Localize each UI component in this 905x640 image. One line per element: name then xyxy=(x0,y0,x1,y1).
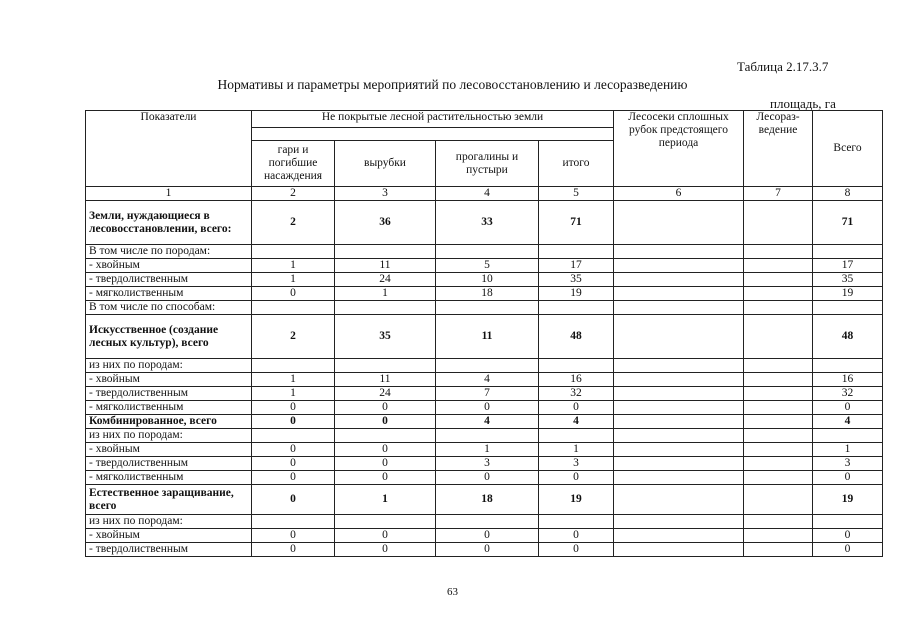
cell-c8 xyxy=(813,429,883,443)
row-label: - хвойным xyxy=(86,529,252,543)
row-label: В том числе по породам: xyxy=(86,245,252,259)
unit-label: площадь, га xyxy=(770,96,836,111)
table-row xyxy=(86,315,883,359)
cell-c7 xyxy=(744,245,813,259)
cell-c2 xyxy=(252,359,335,373)
cell-c5: 3 xyxy=(539,457,614,471)
header-glades: прогалины и пустыри xyxy=(436,141,539,187)
cell-c2 xyxy=(252,245,335,259)
cell-c7 xyxy=(744,315,813,359)
row-label: - твердолиственным xyxy=(86,543,252,557)
cell-c5 xyxy=(539,245,614,259)
table-row xyxy=(86,443,883,457)
cell-c6 xyxy=(614,443,744,457)
cell-c7 xyxy=(744,201,813,245)
cell-c5: 35 xyxy=(539,273,614,287)
row-label: - мягколиственным xyxy=(86,287,252,301)
cell-c7 xyxy=(744,443,813,457)
column-number-row xyxy=(86,187,883,201)
cell-c2: 1 xyxy=(252,273,335,287)
cell-c6 xyxy=(614,359,744,373)
cell-c3: 24 xyxy=(335,387,436,401)
cell-c8: 4 xyxy=(813,415,883,429)
cell-c7 xyxy=(744,457,813,471)
cell-c4: 4 xyxy=(436,415,539,429)
cell-c2: 1 xyxy=(252,373,335,387)
cell-c4 xyxy=(436,359,539,373)
table-row xyxy=(86,359,883,373)
cell-c3: 1 xyxy=(335,485,436,515)
table-row xyxy=(86,201,883,245)
cell-c8: 17 xyxy=(813,259,883,273)
cell-c4: 0 xyxy=(436,543,539,557)
cell-c5 xyxy=(539,515,614,529)
cell-c4: 18 xyxy=(436,485,539,515)
cell-c6 xyxy=(614,259,744,273)
column-number: 5 xyxy=(539,187,614,201)
cell-c4: 5 xyxy=(436,259,539,273)
table-row xyxy=(86,485,883,515)
row-label: Искусственное (создание лесных культур), всего xyxy=(86,315,252,359)
cell-c4: 7 xyxy=(436,387,539,401)
cell-c4 xyxy=(436,515,539,529)
cell-c3 xyxy=(335,245,436,259)
cell-c5: 19 xyxy=(539,287,614,301)
cell-c8 xyxy=(813,245,883,259)
cell-c5: 48 xyxy=(539,315,614,359)
cell-c8: 0 xyxy=(813,543,883,557)
table-row xyxy=(86,471,883,485)
cell-c6 xyxy=(614,373,744,387)
cell-c2: 2 xyxy=(252,315,335,359)
header-total: Всего xyxy=(813,111,883,187)
cell-c4 xyxy=(436,245,539,259)
header-burns: гари и погибшие насаждения xyxy=(252,141,335,187)
table-row xyxy=(86,373,883,387)
cell-c4: 4 xyxy=(436,373,539,387)
header-clearcuts: Лесосеки сплошных рубок предстоящего периода xyxy=(614,111,744,187)
cell-c3: 24 xyxy=(335,273,436,287)
cell-c5: 0 xyxy=(539,529,614,543)
cell-c6 xyxy=(614,287,744,301)
row-label: - мягколиственным xyxy=(86,401,252,415)
table-row xyxy=(86,287,883,301)
table-number: Таблица 2.17.3.7 xyxy=(737,59,829,74)
cell-c6 xyxy=(614,301,744,315)
cell-c2: 1 xyxy=(252,259,335,273)
page-number: 63 xyxy=(447,586,458,598)
cell-c3: 0 xyxy=(335,543,436,557)
cell-c7 xyxy=(744,485,813,515)
row-label: Естественное заращивание, всего xyxy=(86,485,252,515)
cell-c6 xyxy=(614,401,744,415)
cell-c5: 17 xyxy=(539,259,614,273)
cell-c5: 0 xyxy=(539,471,614,485)
cell-c7 xyxy=(744,529,813,543)
row-label: - хвойным xyxy=(86,443,252,457)
table-row xyxy=(86,457,883,471)
cell-c2: 0 xyxy=(252,401,335,415)
cell-c8: 1 xyxy=(813,443,883,457)
cell-c4 xyxy=(436,429,539,443)
cell-c8: 3 xyxy=(813,457,883,471)
cell-c4: 1 xyxy=(436,443,539,457)
cell-c4: 33 xyxy=(436,201,539,245)
cell-c6 xyxy=(614,429,744,443)
forest-restoration-table xyxy=(85,110,883,557)
cell-c2: 0 xyxy=(252,457,335,471)
row-label: - твердолиственным xyxy=(86,457,252,471)
column-number: 1 xyxy=(86,187,252,201)
cell-c5 xyxy=(539,429,614,443)
table-row xyxy=(86,543,883,557)
cell-c8: 48 xyxy=(813,315,883,359)
cell-c2 xyxy=(252,301,335,315)
cell-c8: 19 xyxy=(813,485,883,515)
header-afforestation: Лесораз-ведение xyxy=(744,111,813,187)
cell-c8: 0 xyxy=(813,529,883,543)
table-row xyxy=(86,387,883,401)
cell-c6 xyxy=(614,273,744,287)
cell-c4: 3 xyxy=(436,457,539,471)
cell-c8: 71 xyxy=(813,201,883,245)
row-label: из них по породам: xyxy=(86,359,252,373)
cell-c2: 0 xyxy=(252,443,335,457)
cell-c3: 0 xyxy=(335,401,436,415)
cell-c3: 1 xyxy=(335,287,436,301)
cell-c5: 0 xyxy=(539,543,614,557)
cell-c4: 0 xyxy=(436,529,539,543)
cell-c2: 0 xyxy=(252,471,335,485)
cell-c3: 0 xyxy=(335,415,436,429)
cell-c8: 0 xyxy=(813,471,883,485)
cell-c5: 1 xyxy=(539,443,614,457)
cell-c6 xyxy=(614,543,744,557)
cell-c7 xyxy=(744,287,813,301)
cell-c2: 0 xyxy=(252,543,335,557)
table-row xyxy=(86,259,883,273)
cell-c5 xyxy=(539,301,614,315)
cell-c2: 0 xyxy=(252,287,335,301)
cell-c6 xyxy=(614,415,744,429)
cell-c4: 0 xyxy=(436,401,539,415)
cell-c4: 0 xyxy=(436,471,539,485)
cell-c4: 10 xyxy=(436,273,539,287)
cell-c2 xyxy=(252,515,335,529)
cell-c3 xyxy=(335,515,436,529)
row-label: Комбинированное, всего xyxy=(86,415,252,429)
header-cuttings: вырубки xyxy=(335,141,436,187)
cell-c3: 11 xyxy=(335,259,436,273)
cell-c6 xyxy=(614,387,744,401)
cell-c6 xyxy=(614,485,744,515)
cell-c2: 0 xyxy=(252,415,335,429)
table-body xyxy=(86,201,883,557)
cell-c2 xyxy=(252,429,335,443)
row-label: Земли, нуждающиеся в лесовосстановлении, всего: xyxy=(86,201,252,245)
cell-c6 xyxy=(614,315,744,359)
cell-c6 xyxy=(614,529,744,543)
cell-c8: 19 xyxy=(813,287,883,301)
cell-c3: 11 xyxy=(335,373,436,387)
cell-c8 xyxy=(813,301,883,315)
cell-c7 xyxy=(744,401,813,415)
cell-c7 xyxy=(744,301,813,315)
cell-c7 xyxy=(744,259,813,273)
header-indicators: Показатели xyxy=(86,111,252,187)
cell-c7 xyxy=(744,471,813,485)
table-title: Нормативы и параметры мероприятий по лесовосстановлению и лесоразведению xyxy=(217,77,688,92)
cell-c2: 1 xyxy=(252,387,335,401)
cell-c5: 32 xyxy=(539,387,614,401)
cell-c3: 0 xyxy=(335,471,436,485)
cell-c3: 0 xyxy=(335,443,436,457)
row-label: В том числе по способам: xyxy=(86,301,252,315)
column-number: 8 xyxy=(813,187,883,201)
cell-c8: 0 xyxy=(813,401,883,415)
cell-c7 xyxy=(744,515,813,529)
column-number: 3 xyxy=(335,187,436,201)
table-row xyxy=(86,273,883,287)
row-label: - твердолиственным xyxy=(86,273,252,287)
cell-c5 xyxy=(539,359,614,373)
cell-c7 xyxy=(744,373,813,387)
cell-c3: 35 xyxy=(335,315,436,359)
table-row xyxy=(86,301,883,315)
row-label: - твердолиственным xyxy=(86,387,252,401)
cell-c5: 0 xyxy=(539,401,614,415)
table-row xyxy=(86,415,883,429)
table-row xyxy=(86,429,883,443)
cell-c6 xyxy=(614,471,744,485)
cell-c7 xyxy=(744,273,813,287)
cell-c2: 0 xyxy=(252,529,335,543)
cell-c3 xyxy=(335,429,436,443)
cell-c4 xyxy=(436,301,539,315)
cell-c8 xyxy=(813,515,883,529)
cell-c7 xyxy=(744,387,813,401)
cell-c4: 11 xyxy=(436,315,539,359)
cell-c3: 0 xyxy=(335,529,436,543)
cell-c3 xyxy=(335,301,436,315)
table-row xyxy=(86,529,883,543)
cell-c6 xyxy=(614,457,744,471)
table-row xyxy=(86,245,883,259)
cell-c8: 16 xyxy=(813,373,883,387)
row-label: - хвойным xyxy=(86,259,252,273)
column-number: 6 xyxy=(614,187,744,201)
cell-c2: 0 xyxy=(252,485,335,515)
row-label: - хвойным xyxy=(86,373,252,387)
cell-c8 xyxy=(813,359,883,373)
cell-c5: 4 xyxy=(539,415,614,429)
cell-c2: 2 xyxy=(252,201,335,245)
header-subtotal: итого xyxy=(539,141,614,187)
header-not-covered: Не покрытые лесной растительностью земли xyxy=(252,111,614,128)
cell-c8: 32 xyxy=(813,387,883,401)
cell-c4: 18 xyxy=(436,287,539,301)
cell-c8: 35 xyxy=(813,273,883,287)
header-spacer xyxy=(252,128,614,141)
cell-c3 xyxy=(335,359,436,373)
table-row xyxy=(86,515,883,529)
table-row xyxy=(86,401,883,415)
cell-c5: 16 xyxy=(539,373,614,387)
cell-c7 xyxy=(744,543,813,557)
cell-c5: 19 xyxy=(539,485,614,515)
cell-c6 xyxy=(614,201,744,245)
column-number: 4 xyxy=(436,187,539,201)
row-label: из них по породам: xyxy=(86,429,252,443)
row-label: - мягколиственным xyxy=(86,471,252,485)
cell-c6 xyxy=(614,245,744,259)
cell-c7 xyxy=(744,359,813,373)
cell-c3: 36 xyxy=(335,201,436,245)
cell-c6 xyxy=(614,515,744,529)
column-number: 2 xyxy=(252,187,335,201)
cell-c7 xyxy=(744,415,813,429)
row-label: из них по породам: xyxy=(86,515,252,529)
cell-c3: 0 xyxy=(335,457,436,471)
cell-c5: 71 xyxy=(539,201,614,245)
cell-c7 xyxy=(744,429,813,443)
column-number: 7 xyxy=(744,187,813,201)
